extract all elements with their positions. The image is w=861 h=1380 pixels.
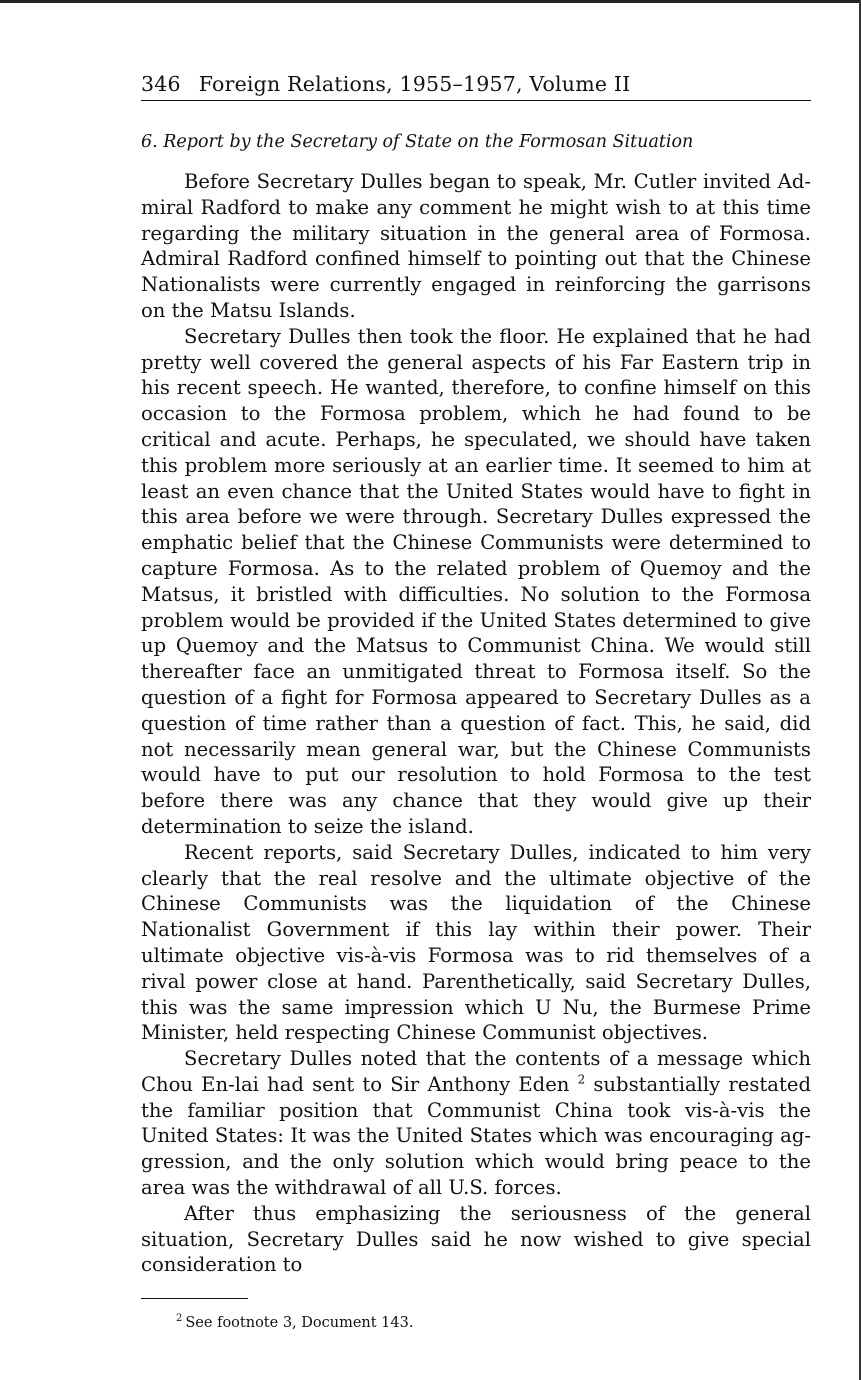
paragraph-1: Before Secretary Dulles began to speak, Mr. Cutler invited Admiral Radford to make any comment he might wish to at this time regarding the military situation in the general area of Formosa. Admiral Radford confined himself to pointing out that the Chinese Nationalists were currently engaged in reinforcing the garrisons on the Matsu Islands. — [141, 170, 811, 322]
body-text — [141, 169, 811, 1278]
running-head-title: Foreign Relations, 1955–1957, Volume II — [198, 72, 631, 96]
document-page — [141, 70, 811, 1333]
footnote-divider — [141, 1298, 248, 1299]
paragraph-4 — [141, 1046, 811, 1201]
paragraph-4-after-marker: substantially restated the familiar position that Communist China took vis-à-vis the United States: It was the United States which was encouraging aggression, and the only solution which would bring peace to the area was the withdrawal of all U.S. forces. — [141, 1072, 811, 1200]
footnote-text: See footnote 3, Document 143. — [185, 1315, 414, 1332]
paragraph-2: Secretary Dulles then took the floor. He explained that he had pretty well covered the general aspects of his Far Eastern trip in his recent speech. He wanted, therefore, to confine himself on this occasion to the Formosa problem, which he had found to be critical and acute. Perhaps, he speculated, we should have taken this problem more seriously at an earlier time. It seemed to him at least an even chance that the United States would have to fight in this area before we were through. Secretary Dulles expressed the emphatic belief that the Chinese Communists were determined to capture Formosa. As to the related problem of Quemoy and the Matsus, it bristled with difficulties. No solution to the Formosa problem would be provided if the United States determined to give up Quemoy and the Matsus to Communist China. We would still thereafter face an unmitigated threat to Formosa itself. So the question of a fight for Formosa appeared to Secretary Dulles as a question of time rather than a question of fact. This, he said, did not necessarily mean general war, but the Chinese Communists would have to put our resolution to hold Formosa to the test before there was any chance that they would give up their determination to seize the island. — [141, 324, 811, 838]
paragraph-5: After thus emphasizing the seriousness of the general situation, Secretary Dulles said he now wished to give special consideration to — [141, 1201, 811, 1277]
paragraph-3: Recent reports, said Secretary Dulles, indicated to him very clearly that the real resolve and the ultimate objective of the Chinese Communists was the liquidation of the Chinese Nationalist Government if this lay within their power. Their ultimate objective vis-à-vis Formosa was to rid themselves of a rival power close at hand. Parenthetically, said Secretary Dulles, this was the same impression which U Nu, the Burmese Prime Minister, held respecting Chinese Communist objectives. — [141, 840, 811, 1045]
running-head — [141, 70, 811, 101]
footnote — [141, 1313, 811, 1333]
page-number: 346 — [141, 72, 181, 96]
footnote-marker[interactable]: 2 — [577, 1072, 586, 1087]
footnote-number: 2 — [176, 1313, 183, 1325]
page-top-edge — [0, 0, 861, 3]
section-title: 6. Report by the Secretary of State on the Formosan Situation — [141, 132, 694, 152]
paragraph-4-before-marker: Secretary Dulles noted that the contents of a message which Chou En-lai had sent to Sir Anthony Eden — [141, 1047, 811, 1096]
